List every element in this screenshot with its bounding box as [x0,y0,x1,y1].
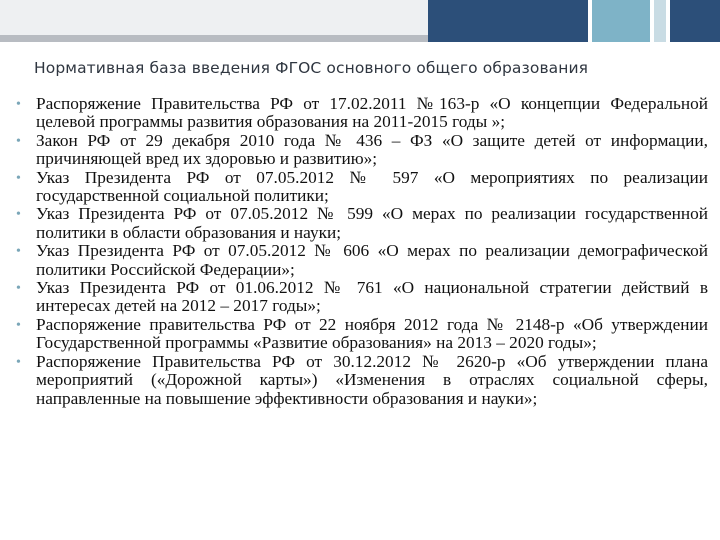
list-item [16,132,708,169]
list-item [16,353,708,408]
top-band-grey-strip [0,35,428,42]
bullet-icon: • [16,133,21,149]
top-band-color-blocks [428,0,720,42]
bullet-icon: • [16,244,21,260]
list-item-text: Указ Президента РФ от 07.05.2012 № 599 «О мерах по реализации государственной политики в области образования и науки; [36,204,708,242]
list-item [16,279,708,316]
bullet-icon: • [16,207,21,223]
list-item-text: Указ Президента РФ от 07.05.2012 № 597 «О мероприятиях по реализации государственной социальной политики; [36,167,708,206]
bullet-icon: • [16,317,21,333]
list-item [16,95,708,132]
regulation-list [16,95,708,408]
list-item [16,242,708,279]
navy-block [428,0,588,42]
list-item-text: Закон РФ от 29 декабря 2010 года № 436 – ФЗ «О защите детей от информации, причиняющей вред их здоровью и развитию»; [36,130,708,169]
list-item-text: Распоряжение Правительства РФ от 30.12.2012 № 2620-р «Об утверждении плана мероприятий («Дорожной карты») «Изменения в отраслях социальной сферы, направленные на повышение эффективности образования и науки»; [36,351,708,408]
navy-block-end [670,0,720,42]
list-item-text: Указ Президента РФ от 01.06.2012 № 761 «О национальной стратегии действий в интересах детей на 2012 – 2017 годы»; [36,278,708,316]
list-item-text: Распоряжение Правительства РФ от 17.02.2011 №163-р «О концепции Федеральной целевой программы развития образования на 2011-2015 годы »; [36,94,708,132]
list-item [16,316,708,353]
bullet-icon: • [16,281,21,297]
bullet-icon: • [16,170,21,186]
teal-block [592,0,650,42]
bullet-icon: • [16,97,21,112]
top-decor-band [0,0,720,42]
light-block [654,0,666,42]
list-item [16,169,708,206]
bullet-icon: • [16,354,21,370]
slide-title: Нормативная база введения ФГОС основного общего образования [34,59,589,77]
list-item [16,205,708,242]
list-item-text: Указ Президента РФ от 07.05.2012 № 606 «О мерах по реализации демографической политики Российской Федерации»; [36,241,708,279]
list-item-text: Распоряжение правительства РФ от 22 ноября 2012 года № 2148-р «Об утверждении Государственной программы «Развитие образования» на 2013 – 2020 годы»; [36,314,708,353]
